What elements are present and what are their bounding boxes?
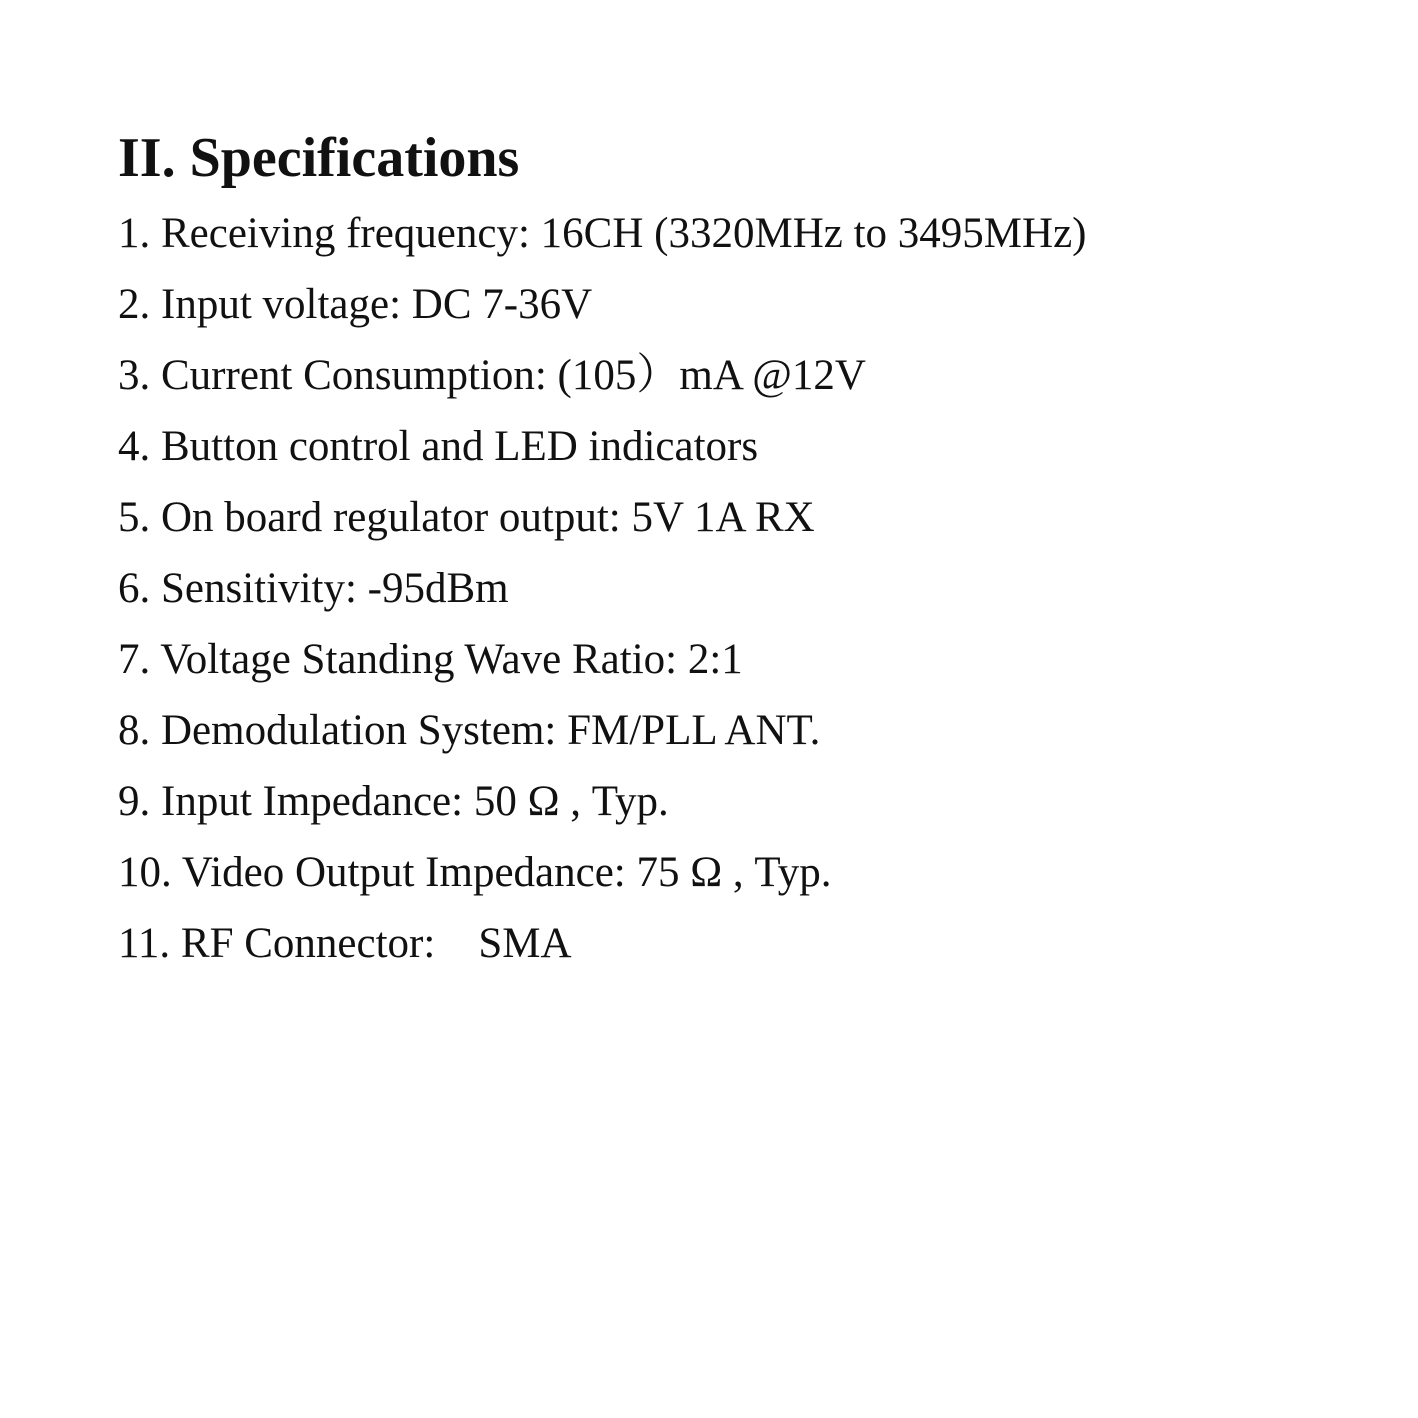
spec-item-vswr: 7. Voltage Standing Wave Ratio: 2:1: [118, 636, 743, 683]
spec-item-demodulation-system: 8. Demodulation System: FM/PLL ANT.: [118, 707, 821, 754]
section-title: II. Specifications: [118, 127, 520, 189]
spec-item-video-output-impedance: 10. Video Output Impedance: 75 Ω , Typ.: [118, 849, 832, 896]
spec-item-button-control: 4. Button control and LED indicators: [118, 423, 759, 470]
document-body: [118, 118, 1378, 979]
spec-list: [118, 198, 1378, 979]
spec-item-rf-connector: 11. RF Connector: SMA: [118, 920, 572, 967]
spec-item-current-consumption: 3. Current Consumption: (105）mA @12V: [118, 352, 866, 399]
spec-item-input-impedance: 9. Input Impedance: 50 Ω , Typ.: [118, 778, 669, 825]
spec-item-input-voltage: 2. Input voltage: DC 7-36V: [118, 281, 593, 328]
spec-item-regulator-output: 5. On board regulator output: 5V 1A RX: [118, 494, 815, 541]
spec-item-receiving-frequency: 1. Receiving frequency: 16CH (3320MHz to 3495MHz): [118, 210, 1087, 257]
spec-item-sensitivity: 6. Sensitivity: -95dBm: [118, 565, 509, 612]
